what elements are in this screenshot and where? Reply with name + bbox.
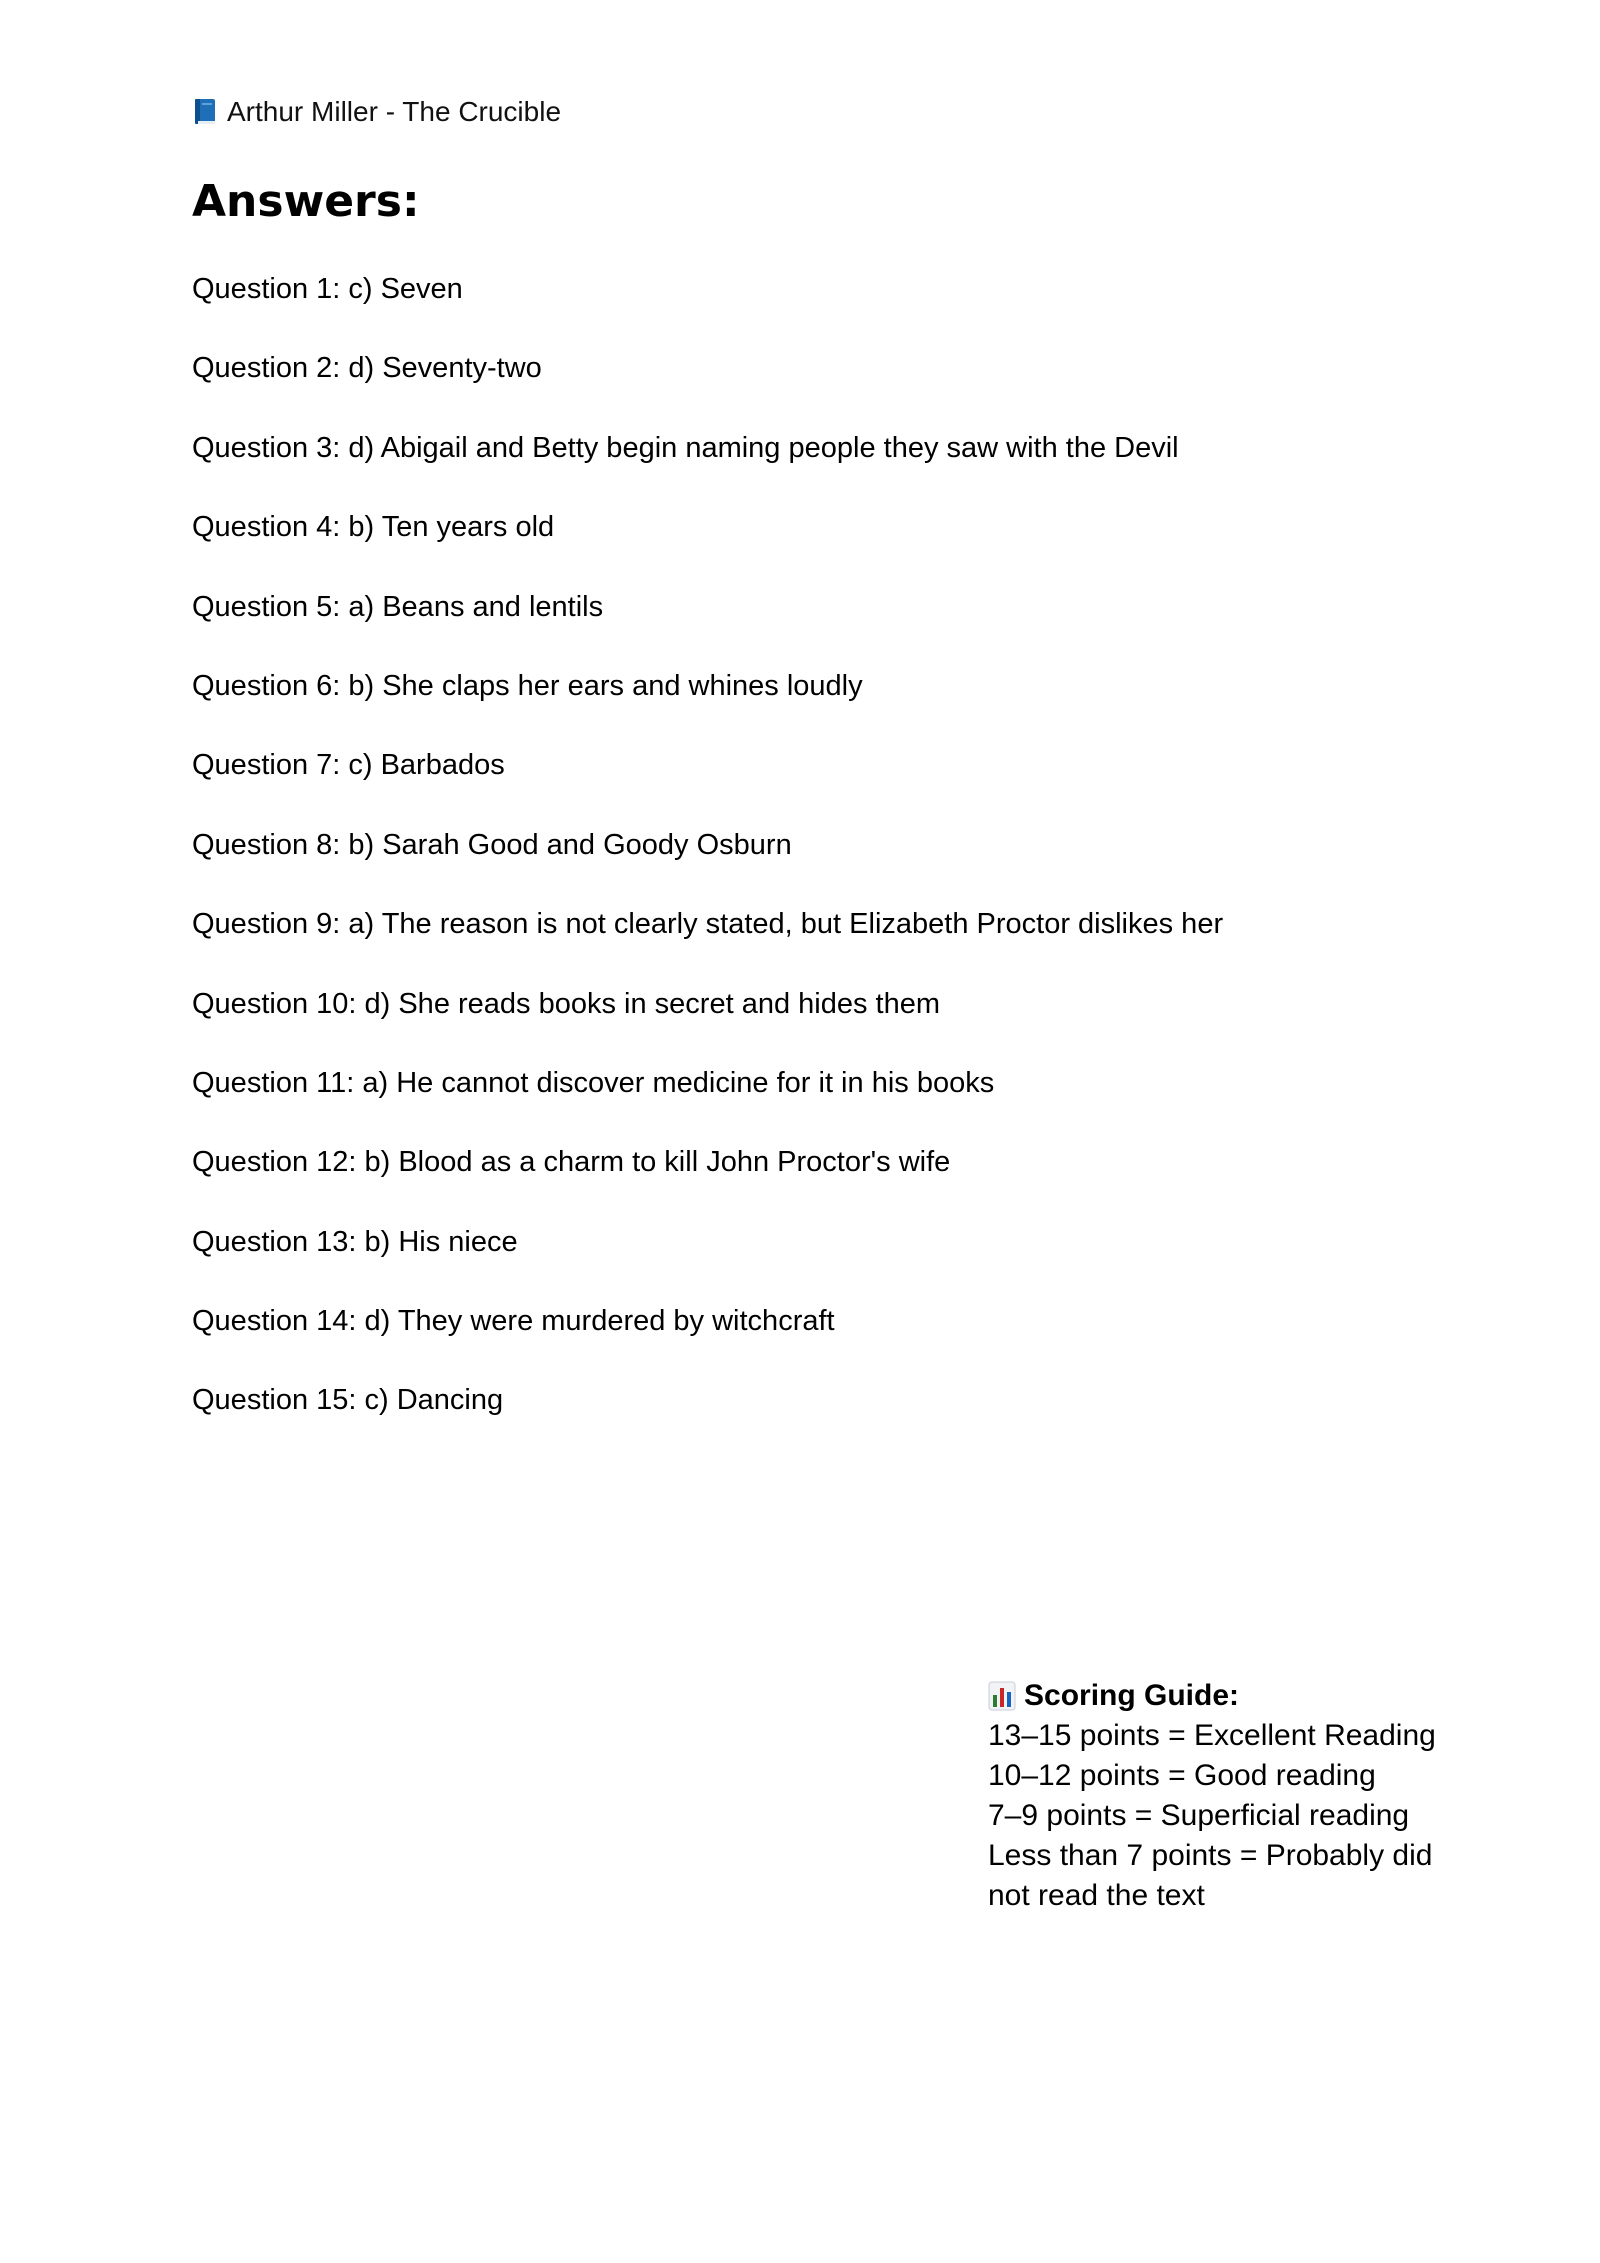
scoring-guide-title: Scoring Guide: xyxy=(1024,1679,1240,1712)
bar-chart-icon xyxy=(988,1681,1016,1711)
scoring-line: not read the text xyxy=(988,1879,1205,1912)
document-header xyxy=(192,92,561,132)
answer-item: Question 9: a) The reason is not clearly stated, but Elizabeth Proctor dislikes her xyxy=(192,908,1224,941)
scoring-line: 7–9 points = Superficial reading xyxy=(988,1799,1410,1832)
answer-item: Question 15: c) Dancing xyxy=(192,1384,504,1417)
answer-item: Question 11: a) He cannot discover medicine for it in his books xyxy=(192,1066,995,1099)
answer-item: Question 8: b) Sarah Good and Goody Osburn xyxy=(192,828,792,861)
answer-item: Question 6: b) She claps her ears and whines loudly xyxy=(192,669,863,702)
scoring-line: 10–12 points = Good reading xyxy=(988,1759,1376,1792)
answer-item: Question 1: c) Seven xyxy=(192,273,463,305)
answer-item: Question 7: c) Barbados xyxy=(192,749,505,782)
answers-heading: Answers: xyxy=(192,176,420,227)
answer-item: Question 5: a) Beans and lentils xyxy=(192,590,604,623)
answer-item: Question 12: b) Blood as a charm to kill John Proctor's wife xyxy=(192,1146,951,1179)
scoring-guide-header xyxy=(988,1676,1468,1716)
answer-item: Question 4: b) Ten years old xyxy=(192,511,555,544)
scoring-line: 13–15 points = Excellent Reading xyxy=(988,1719,1436,1752)
answer-list xyxy=(192,262,1223,1453)
scoring-guide xyxy=(988,1676,1468,1916)
answer-item: Question 10: d) She reads books in secret and hides them xyxy=(192,987,940,1020)
document-title: Arthur Miller - The Crucible xyxy=(227,96,562,127)
answer-item: Question 13: b) His niece xyxy=(192,1225,518,1258)
answer-item: Question 14: d) They were murdered by witchcraft xyxy=(192,1305,835,1338)
answer-item: Question 3: d) Abigail and Betty begin naming people they saw with the Devil xyxy=(192,431,1179,464)
scoring-line: Less than 7 points = Probably did xyxy=(988,1839,1433,1872)
answer-item: Question 2: d) Seventy-two xyxy=(192,352,542,385)
book-icon xyxy=(192,98,218,126)
